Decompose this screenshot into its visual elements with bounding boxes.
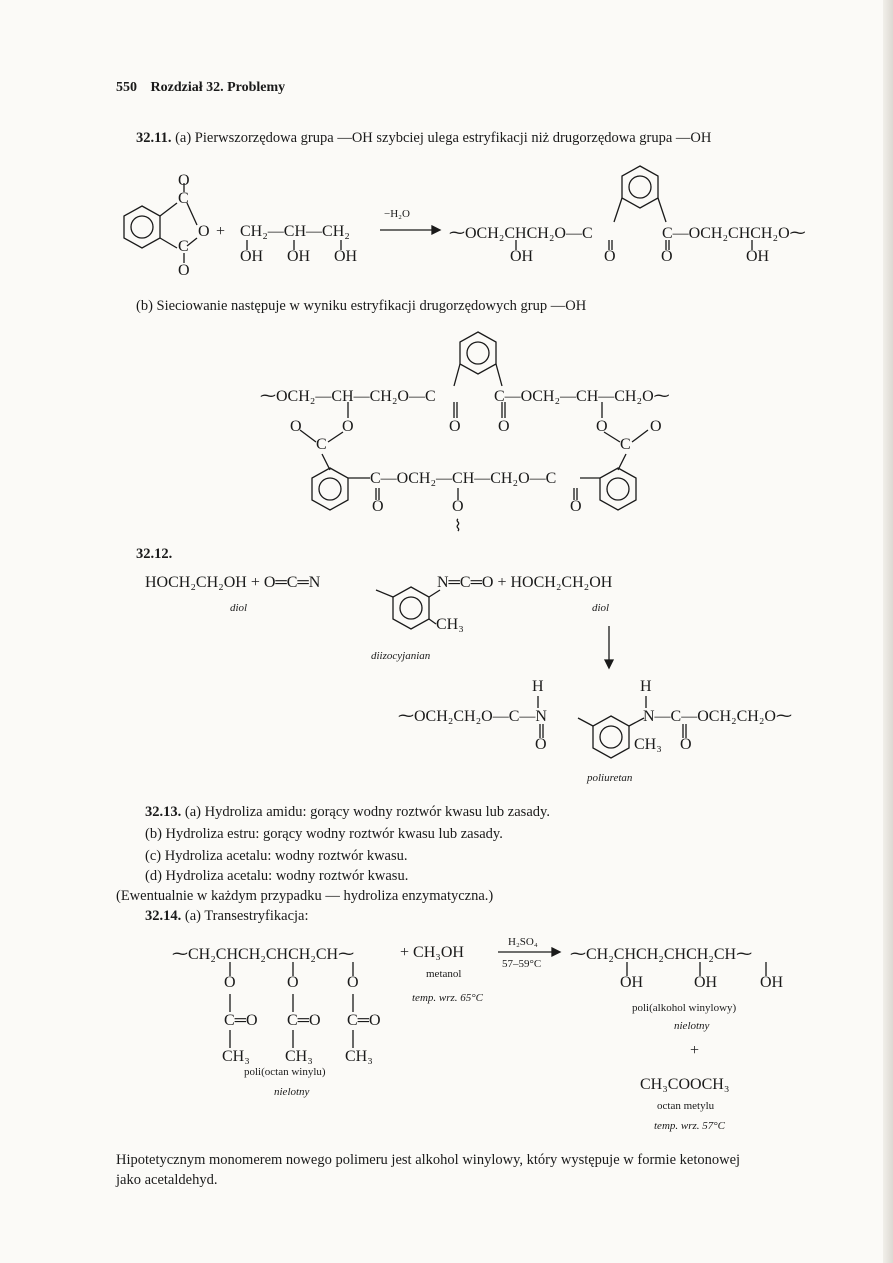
pvac-ch3-1: CH₃ bbox=[222, 1048, 250, 1065]
problem-text: (a) Hydroliza amidu: gorący wodny roztwór kwasu lub zasady. bbox=[184, 804, 550, 820]
methyl-acetate-label: octan metylu bbox=[657, 1100, 715, 1112]
diisocyanate-bond-right bbox=[429, 590, 440, 597]
diisocyanate-bond-left bbox=[376, 590, 393, 597]
product-left-chain: ⁓OCH₂CHCH₂O—C bbox=[449, 225, 593, 242]
diisocyanate-label: diizocyjanian bbox=[371, 650, 431, 662]
crosslink-ester-bond-1 bbox=[300, 430, 316, 442]
pvac-o-3: O bbox=[347, 974, 359, 991]
reaction-arrow-1-head bbox=[432, 226, 440, 234]
plus-sign-methyl-acetate: + bbox=[690, 1042, 700, 1059]
crosslink-o-6: O bbox=[650, 418, 662, 435]
methyl-acetate-boiling-point: temp. wrz. 57°C bbox=[654, 1120, 726, 1132]
polyurethane-left: ⁓OCH₂CH₂O—C—N bbox=[398, 708, 547, 725]
product-oh-left: OH bbox=[510, 248, 534, 265]
crosslink-c-to-ring-right bbox=[618, 454, 626, 470]
product-o-right: O bbox=[661, 248, 673, 265]
anhydride-bond-upper bbox=[160, 203, 177, 216]
anhydride-c-top: C bbox=[178, 190, 189, 207]
problem-32-13-c: (c) Hydroliza acetalu: wodny roztwór kwasu. bbox=[145, 848, 408, 864]
pvac-o-2: O bbox=[287, 974, 299, 991]
product-ring-bond-right bbox=[658, 198, 666, 222]
crosslink-o-2: O bbox=[342, 418, 354, 435]
problem-label: 32.13. bbox=[145, 804, 182, 820]
urethane-o-left: O bbox=[535, 736, 547, 753]
polyurethane-right: N—C—OCH₂CH₂O⁓ bbox=[643, 708, 792, 725]
crosslink-bottom-left-ring bbox=[312, 468, 348, 510]
pva-chain: ⁓CH₂CHCH₂CHCH₂CH⁓ bbox=[570, 946, 753, 963]
crosslink-o-5: O bbox=[596, 418, 608, 435]
problem-32-12-label: 32.12. bbox=[136, 546, 173, 562]
reaction-arrow-2-head bbox=[605, 660, 613, 668]
diisocyanate-ring bbox=[393, 587, 429, 629]
crosslink-o-3: O bbox=[449, 418, 461, 435]
crosslink-o-1: O bbox=[290, 418, 302, 435]
diol-label-left: diol bbox=[230, 602, 248, 614]
urethane-h-left: H bbox=[532, 678, 544, 695]
anhydride-o-ring: O bbox=[198, 223, 210, 240]
crosslink-top-left: ⁓OCH₂—CH—CH₂O—C bbox=[260, 388, 436, 405]
diisocyanate-ch3: CH₃ bbox=[436, 616, 464, 633]
crosslink-ester-bond-2 bbox=[328, 432, 343, 442]
pva-nonvolatile: nielotny bbox=[674, 1020, 710, 1032]
pvac-co-1: C═O bbox=[224, 1012, 258, 1029]
polyurethane-bond-right bbox=[629, 718, 644, 726]
anhydride-benzene-ring bbox=[124, 206, 160, 248]
crosslink-o-9: O bbox=[570, 498, 582, 515]
urethane-h-right: H bbox=[640, 678, 652, 695]
glycerol-chain: CH₂—CH—CH₂ bbox=[240, 223, 350, 240]
methyl-acetate-formula: CH₃COOCH₃ bbox=[640, 1076, 730, 1093]
pvac-co-2: C═O bbox=[287, 1012, 321, 1029]
pva-oh-2: OH bbox=[694, 974, 718, 991]
crosslink-c-right: C bbox=[620, 436, 631, 453]
product-o-left: O bbox=[604, 248, 616, 265]
pvac-ch3-2: CH₃ bbox=[285, 1048, 313, 1065]
product-oh-right: OH bbox=[746, 248, 770, 265]
crosslink-bottom-chain: C—OCH₂—CH—CH₂O—C bbox=[370, 470, 557, 487]
crosslink-o-8: O bbox=[452, 498, 464, 515]
crosslink-ester-bond-3 bbox=[604, 432, 620, 442]
crosslink-o-4: O bbox=[498, 418, 510, 435]
product-ring-bond-left bbox=[614, 198, 622, 222]
crosslink-ring-bond-left bbox=[454, 364, 460, 386]
methanol-reactant: + CH₃OH bbox=[400, 944, 464, 961]
glycerol-oh-2: OH bbox=[287, 248, 311, 265]
diisocyanate-bond-ch3 bbox=[429, 619, 436, 624]
pva-label: poli(alkohol winylowy) bbox=[632, 1002, 737, 1014]
plus-sign: + bbox=[216, 223, 226, 240]
pvac-ch3-3: CH₃ bbox=[345, 1048, 373, 1065]
anhydride-bond-lower bbox=[160, 238, 177, 248]
polyurethane-bond-left bbox=[578, 718, 593, 726]
pvac-chain: ⁓CH₂CHCH₂CHCH₂CH⁓ bbox=[172, 946, 355, 963]
anhydride-o-bond-lower bbox=[187, 238, 197, 246]
glycerol-oh-3: OH bbox=[334, 248, 358, 265]
problem-32-13-note: (Ewentualnie w każdym przypadku — hydroliza enzymatyczna.) bbox=[116, 888, 494, 904]
pvac-co-3: C═O bbox=[347, 1012, 381, 1029]
problem-label: 32.14. bbox=[145, 908, 182, 924]
catalyst-label: H₂SO₄ bbox=[508, 936, 538, 948]
reaction-arrow-3-head bbox=[552, 948, 560, 956]
conclusion-line-2: jako acetaldehyd. bbox=[116, 1172, 218, 1188]
diol-label-right: diol bbox=[592, 602, 610, 614]
chapter-title: Rozdział 32. Problemy bbox=[150, 80, 286, 95]
crosslink-top-right: C—OCH₂—CH—CH₂O⁓ bbox=[494, 388, 670, 405]
crosslink-bottom-right-ring bbox=[600, 468, 636, 510]
glycerol-oh-1: OH bbox=[240, 248, 264, 265]
problem-label: 32.11. bbox=[136, 130, 172, 146]
anhydride-o-bottom: O bbox=[178, 262, 190, 279]
methanol-boiling-point: temp. wrz. 65°C bbox=[412, 992, 484, 1004]
crosslink-top-ring bbox=[460, 332, 496, 374]
crosslink-wavy-bond: ⌇ bbox=[454, 518, 462, 535]
problem-32-13-b: (b) Hydroliza estru: gorący wodny roztwór kwasu lub zasady. bbox=[145, 826, 503, 842]
anhydride-o-bond-upper bbox=[187, 203, 197, 225]
anhydride-o-top: O bbox=[178, 172, 190, 189]
problem-32-11-b: (b) Sieciowanie następuje w wyniku estryfikacji drugorzędowych grup —OH bbox=[136, 298, 587, 314]
pvac-o-1: O bbox=[224, 974, 236, 991]
problem-text: (a) Pierwszorzędowa grupa —OH szybciej ulega estryfikacji niż drugorzędowa grupa —OH bbox=[175, 130, 712, 146]
polyurethane-label: poliuretan bbox=[587, 772, 633, 784]
urethane-reactant-left: HOCH₂CH₂OH + O═C═N bbox=[145, 574, 321, 591]
pva-oh-3: OH bbox=[760, 974, 784, 991]
urethane-reactant-right: N═C═O + HOCH₂CH₂OH bbox=[437, 574, 613, 591]
page-number: 550 bbox=[116, 80, 137, 95]
crosslink-ring-bond-right bbox=[496, 364, 502, 386]
polyurethane-ring bbox=[593, 716, 629, 758]
crosslink-o-7: O bbox=[372, 498, 384, 515]
pvac-label: poli(octan winylu) bbox=[244, 1066, 326, 1078]
crosslink-c-left: C bbox=[316, 436, 327, 453]
product-benzene-ring bbox=[622, 166, 658, 208]
crosslink-ester-bond-4 bbox=[632, 430, 648, 442]
polyurethane-ch3: CH₃ bbox=[634, 736, 662, 753]
urethane-o-right: O bbox=[680, 736, 692, 753]
anhydride-c-bottom: C bbox=[178, 238, 189, 255]
product-right-chain: C—OCH₂CHCH₂O⁓ bbox=[662, 225, 806, 242]
pvac-nonvolatile: nielotny bbox=[274, 1086, 310, 1098]
problem-32-13-d: (d) Hydroliza acetalu: wodny roztwór kwasu. bbox=[145, 868, 409, 884]
arrow-label-water: −H₂O bbox=[384, 208, 410, 220]
reaction-temperature: 57–59°C bbox=[502, 958, 542, 970]
methanol-label: metanol bbox=[426, 968, 462, 980]
conclusion-line-1: Hipotetycznym monomerem nowego polimeru jest alkohol winylowy, który występuje w formie ketonowej bbox=[116, 1152, 741, 1168]
problem-text: (a) Transestryfikacja: bbox=[184, 908, 309, 924]
pva-oh-1: OH bbox=[620, 974, 644, 991]
crosslink-c-to-ring-left bbox=[322, 454, 330, 470]
